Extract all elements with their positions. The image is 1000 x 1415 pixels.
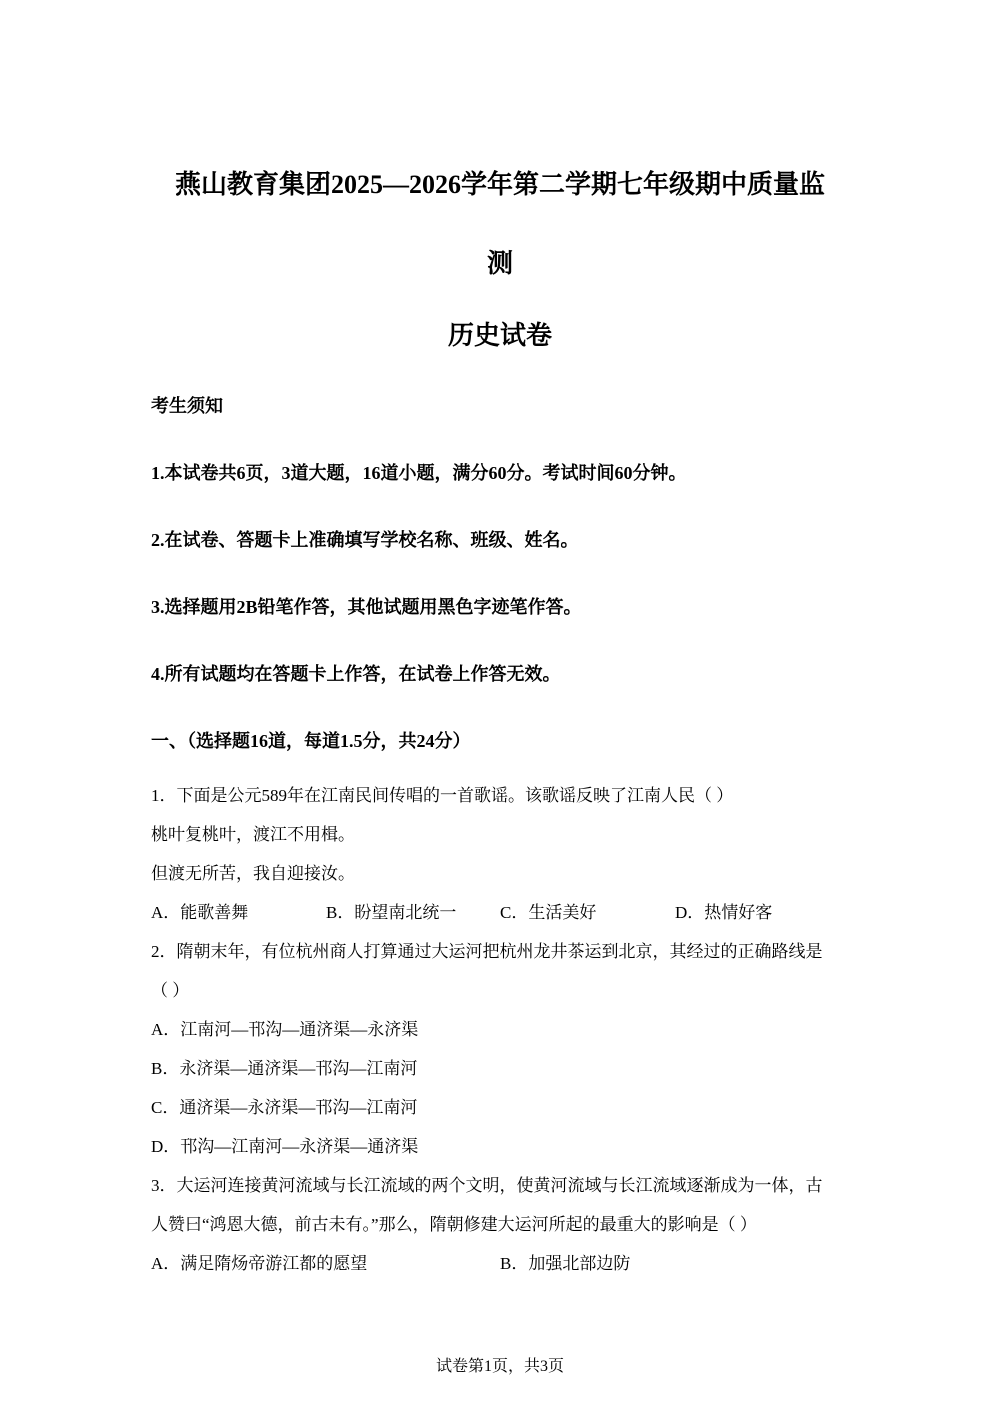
q2-option-b: B．永济渠—通济渠—邗沟—江南河 xyxy=(151,1059,418,1078)
q2-stem-line-2: （ ） xyxy=(151,981,190,1000)
q1-poem-line-1: 桃叶复桃叶，渡江不用楫。 xyxy=(151,825,355,844)
q3-option-b: B．加强北部边防 xyxy=(500,1254,631,1273)
q2-option-c: C．通济渠—永济渠—邗沟—江南河 xyxy=(151,1098,418,1117)
q1-option-a: A．能歌善舞 xyxy=(151,903,249,922)
q1-option-d: D．热情好客 xyxy=(675,903,773,922)
q2-stem-line-1: 2．隋朝末年，有位杭州商人打算通过大运河把杭州龙井茶运到北京，其经过的正确路线是 xyxy=(151,942,823,961)
notice-item-1: 1.本试卷共6页，3道大题，16道小题，满分60分。考试时间60分钟。 xyxy=(151,463,687,483)
q1-option-b: B．盼望南北统一 xyxy=(326,903,457,922)
exam-title-line2: 测 xyxy=(486,249,513,278)
q3-stem-line-1: 3．大运河连接黄河流域与长江流域的两个文明，使黄河流域与长江流域逐渐成为一体，古 xyxy=(151,1176,823,1195)
page-footer: 试卷第1页，共3页 xyxy=(435,1358,564,1375)
q2-option-a: A．江南河—邗沟—通济渠—永济渠 xyxy=(151,1020,419,1039)
q1-option-c: C．生活美好 xyxy=(500,903,597,922)
q1-poem-line-2: 但渡无所苦，我自迎接汝。 xyxy=(151,864,355,883)
exam-subtitle: 历史试卷 xyxy=(447,321,552,350)
notice-item-4: 4.所有试题均在答题卡上作答，在试卷上作答无效。 xyxy=(151,664,561,684)
q2-option-d: D．邗沟—江南河—永济渠—通济渠 xyxy=(151,1137,419,1156)
q3-stem-line-2: 人赞曰“鸿恩大德，前古未有。”那么，隋朝修建大运河所起的最重大的影响是（ ） xyxy=(151,1215,757,1234)
notice-item-3: 3.选择题用2B铅笔作答，其他试题用黑色字迹笔作答。 xyxy=(151,597,582,617)
notice-heading: 考生须知 xyxy=(151,396,223,416)
q3-option-a: A．满足隋炀帝游江都的愿望 xyxy=(151,1254,368,1273)
section-1-heading: 一、（选择题16道，每道1.5分，共24分） xyxy=(151,731,471,751)
notice-item-2: 2.在试卷、答题卡上准确填写学校名称、班级、姓名。 xyxy=(151,530,579,550)
exam-title-line1: 燕山教育集团2025—2026学年第二学期七年级期中质量监 xyxy=(174,170,825,199)
q1-stem: 1．下面是公元589年在江南民间传唱的一首歌谣。该歌谣反映了江南人民（ ） xyxy=(151,786,734,805)
